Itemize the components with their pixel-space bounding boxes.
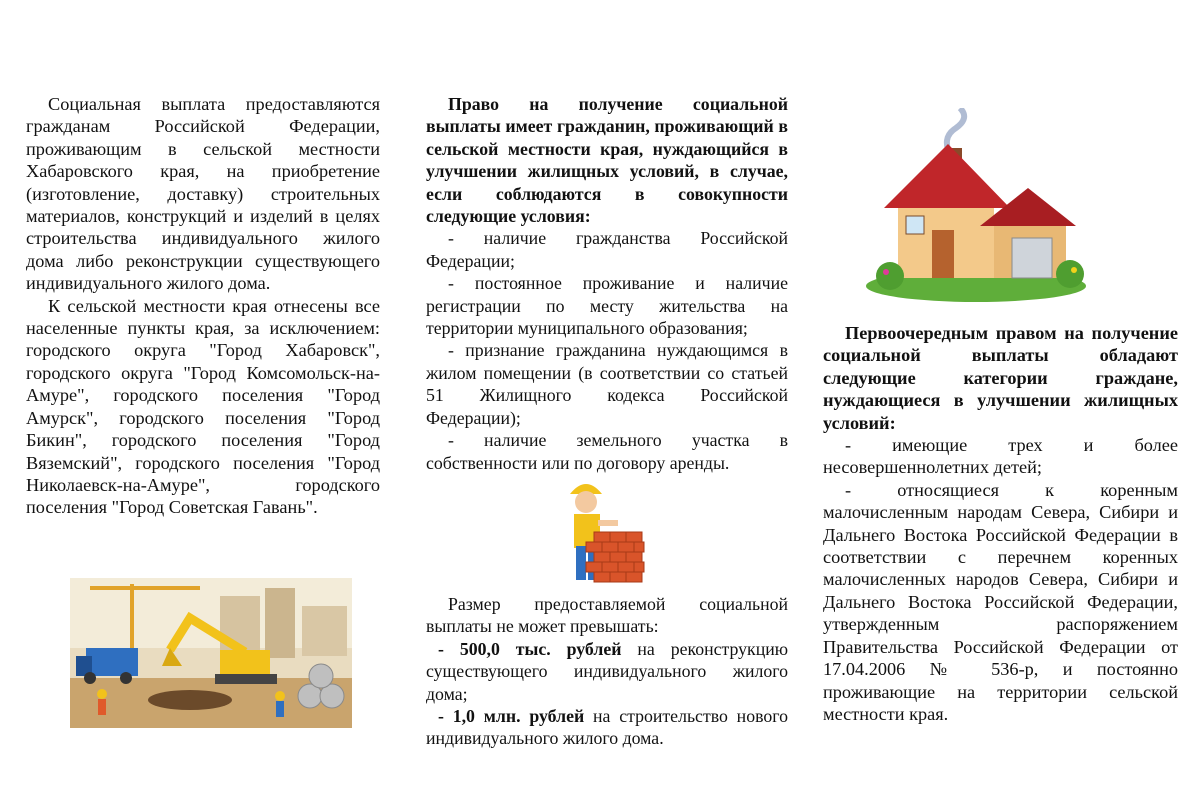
- paragraph-rural-areas: К сельской местности края отнесены все населенные пункты края, за исключением: городского округа "Город Хабаровск", городского округа "Город Комсомольск-на-Амуре", городского поселения "Город Амурск", городского поселения "Город Бикин", городского поселения "Город Вяземский", городского поселения "Город Николаевск-на-Амуре", городского поселения "Город Советская Гавань".: [26, 295, 380, 518]
- column-1: [26, 93, 380, 519]
- eligibility-heading: Право на получение социальной выплаты имеет гражданин, проживающий в сельской местности края, нуждающийся в улучшении жилищных условий, в случае, если соблюдаются в совокупности следующие условия:: [426, 94, 788, 227]
- priority-large-families: - имеющие трех и более несовершеннолетних детей;: [823, 435, 1178, 478]
- amount-reconstruction-text: на реконструкцию существующего индивидуального жилого дома;: [426, 638, 789, 704]
- amount-construction: [426, 705, 788, 750]
- condition-residence: - постоянное проживание и наличие регистрации по месту жительства на территории муниципального образования;: [426, 273, 788, 339]
- condition-land-plot: - наличие земельного участка в собственности или по договору аренды.: [426, 430, 788, 473]
- amount-construction-text: на строительство нового индивидуального жилого дома.: [426, 706, 788, 749]
- house-image: [860, 108, 1092, 304]
- construction-site-image: [70, 578, 352, 728]
- priority-indigenous-peoples: - относящиеся к коренным малочисленным народам Севера, Сибири и Дальнего Востока Российской Федерации в соответствии с перечнем коренных малочисленных народов Севера, Сибири и Дальнего Востока Российской Федерации, утвержденным распоряжением Правительства Российской Федерации от 17.04.2006 № 536-р, и постоянно проживающие на территории сельской местности края.: [823, 479, 1178, 724]
- column-3: [823, 322, 1178, 725]
- amount-intro: Размер предоставляемой социальной выплаты не может превышать:: [426, 594, 788, 637]
- priority-heading: Первоочередным правом на получение социальной выплаты обладают следующие категории граждане, нуждающиеся в улучшении жилищных условий:: [823, 323, 1178, 433]
- column-2: [426, 93, 788, 474]
- amount-reconstruction: [426, 638, 788, 705]
- condition-citizenship: - наличие гражданства Российской Федерации;: [426, 228, 788, 271]
- amount-construction-value: - 1,0 млн. рублей: [438, 706, 585, 727]
- paragraph-payment-purpose: Социальная выплата предоставляются гражданам Российской Федерации, проживающим в сельской местности Хабаровского края, на приобретение (изготовление, доставку) строительных материалов, конструкций и изделий в целях строительства индивидуального жилого дома либо реконструкции существующего индивидуального жилого дома.: [26, 94, 380, 294]
- condition-housing-need: - признание гражданина нуждающимся в жилом помещении (в соответствии со статьей 51 Жилищного кодекса Российской Федерации);: [426, 340, 788, 428]
- column-2-amounts: [426, 593, 788, 750]
- amount-reconstruction-value: - 500,0 тыс. рублей: [438, 638, 622, 659]
- builder-image: [560, 472, 646, 592]
